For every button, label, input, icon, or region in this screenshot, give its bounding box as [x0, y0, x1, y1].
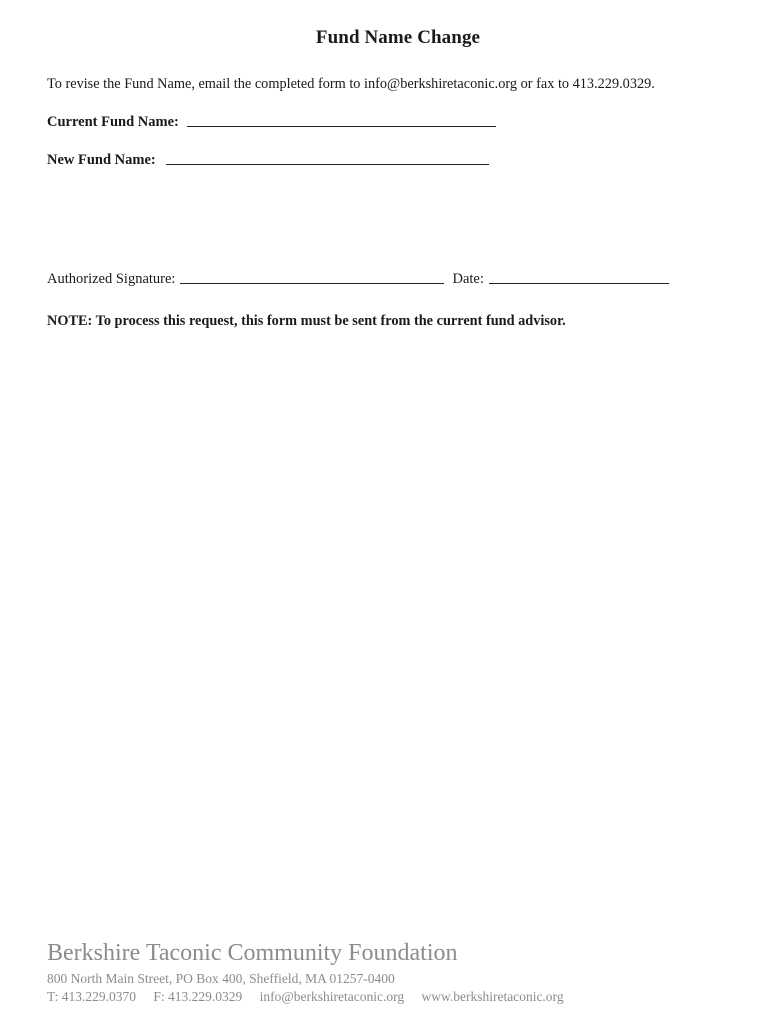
authorized-signature-label: Authorized Signature: [47, 271, 176, 287]
organization-contact [47, 989, 578, 1005]
organization-name: Berkshire Taconic Community Foundation [47, 940, 458, 966]
new-fund-name-row [47, 152, 489, 169]
current-fund-name-row [47, 114, 496, 131]
fax-number: F: 413.229.0329 [153, 989, 243, 1004]
process-note: NOTE: To process this request, this form must be sent from the current fund advisor. [47, 313, 566, 329]
current-fund-name-label: Current Fund Name: [47, 114, 179, 130]
new-fund-name-field[interactable] [166, 163, 489, 165]
phone-number: T: 413.229.0370 [47, 989, 136, 1004]
form-title: Fund Name Change [315, 27, 481, 48]
website-link[interactable]: www.berkshiretaconic.org [421, 989, 564, 1004]
email-link[interactable]: info@berkshiretaconic.org [259, 989, 405, 1004]
date-label: Date: [452, 271, 484, 287]
current-fund-name-field[interactable] [187, 125, 496, 127]
authorized-signature-field[interactable] [180, 282, 444, 284]
date-field[interactable] [489, 282, 669, 284]
signature-row [47, 271, 669, 288]
form-instructions: To revise the Fund Name, email the completed form to info@berkshiretaconic.org or fax to 413.229.0329. [47, 76, 655, 92]
organization-address: 800 North Main Street, PO Box 400, Sheffield, MA 01257-0400 [47, 971, 395, 986]
new-fund-name-label: New Fund Name: [47, 152, 156, 168]
